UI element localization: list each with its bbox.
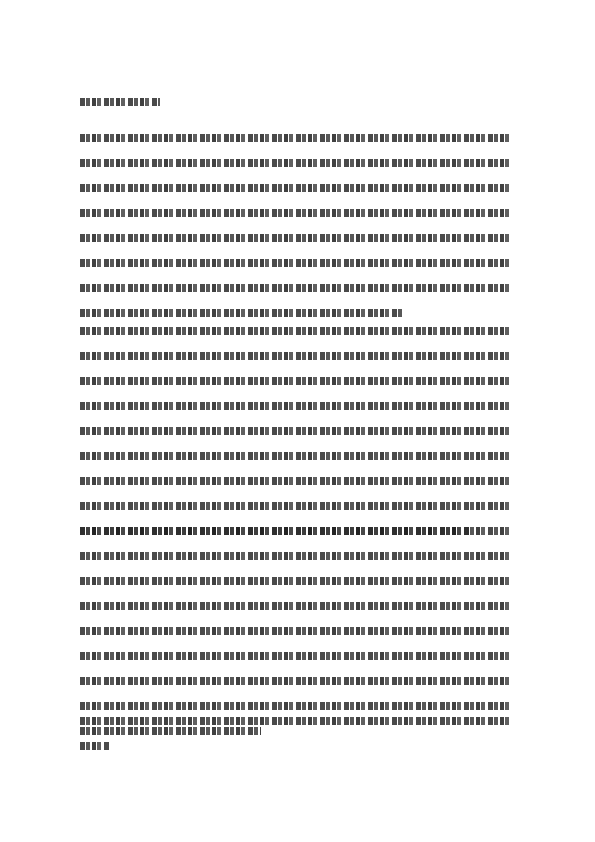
paragraph-2: [80, 327, 512, 552]
text-line: [80, 209, 512, 217]
text-line: [80, 402, 512, 410]
paragraph-4: [80, 717, 512, 767]
text-line: [80, 452, 512, 460]
text-line: [80, 552, 512, 560]
text-line: [80, 184, 512, 192]
document-heading: [80, 98, 160, 106]
text-line: [80, 627, 512, 635]
text-line: [80, 652, 512, 660]
paragraph-1: [80, 134, 512, 334]
text-line: [80, 427, 512, 435]
text-line: [80, 502, 512, 510]
text-line: [80, 327, 512, 335]
text-line: [80, 577, 512, 585]
text-line: [80, 134, 512, 142]
text-line: [80, 602, 512, 610]
text-line: [80, 717, 512, 725]
text-line: [80, 677, 512, 685]
text-line: [80, 259, 512, 267]
text-line: [80, 234, 512, 242]
text-line: [80, 742, 110, 750]
text-line: [80, 702, 512, 710]
text-line: [80, 352, 512, 360]
text-line: [80, 159, 512, 167]
text-line: [80, 477, 512, 485]
text-line: [80, 309, 404, 317]
text-line: [80, 284, 512, 292]
text-line: [80, 377, 512, 385]
text-line: [80, 527, 512, 535]
